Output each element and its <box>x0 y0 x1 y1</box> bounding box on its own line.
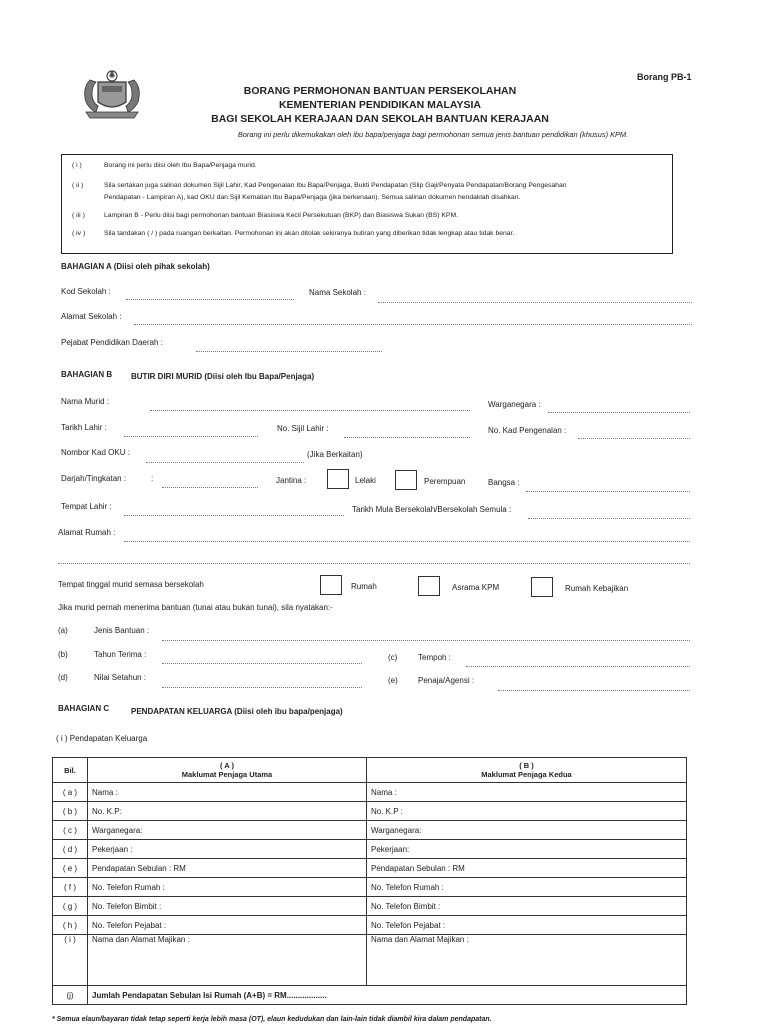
row-bil: ( a ) <box>53 783 88 802</box>
row-bil: ( h ) <box>53 916 88 935</box>
cell-a[interactable]: No. Telefon Pejabat : <box>88 916 367 935</box>
table-row-employer <box>53 935 687 986</box>
col-b-header <box>367 758 687 783</box>
title-line-1: BORANG PERMOHONAN BANTUAN PERSEKOLAHAN <box>243 85 517 97</box>
cell-a[interactable]: No. K.P: <box>88 802 367 821</box>
cell-b[interactable]: Nama dan Alamat Majikan : <box>367 935 687 986</box>
cell-b[interactable]: No. Telefon Rumah : <box>367 878 687 897</box>
section-b-heading-right: BUTIR DIRI MURID (Diisi oleh Ibu Bapa/Penjaga) <box>131 372 315 381</box>
warganegara-label: Warganegara : <box>488 400 541 409</box>
nilai-setahun-label: Nilai Setahun : <box>94 673 147 682</box>
alamat-rumah-label: Alamat Rumah : <box>58 528 116 537</box>
cell-b[interactable]: Warganegara: <box>367 821 687 840</box>
row-bil: ( g ) <box>53 897 88 916</box>
coat-of-arms-emblem <box>72 66 152 120</box>
ppd-label: Pejabat Pendidikan Daerah : <box>61 338 163 347</box>
item-c-label: (c) <box>388 653 398 662</box>
section-c-heading-right: PENDAPATAN KELUARGA (Diisi oleh ibu bapa/penjaga) <box>131 707 343 716</box>
cell-b[interactable]: No. Telefon Bimbit : <box>367 897 687 916</box>
nama-murid-label: Nama Murid : <box>61 397 110 406</box>
tempat-lahir-label: Tempat Lahir : <box>61 502 112 511</box>
jika-berkaitan-note: (Jika Berkaitan) <box>307 450 363 459</box>
tempoh-field[interactable] <box>466 666 690 667</box>
instruction-num: ( iii ) <box>72 212 85 219</box>
row-bil: ( c ) <box>53 821 88 840</box>
row-bil: ( f ) <box>53 878 88 897</box>
cell-b[interactable]: No. Telefon Pejabat : <box>367 916 687 935</box>
cell-a[interactable]: Nama : <box>88 783 367 802</box>
total-bil: (j) <box>53 986 88 1005</box>
section-b-heading-left: BAHAGIAN B <box>61 370 113 379</box>
cell-b[interactable]: No. K.P : <box>367 802 687 821</box>
jenis-bantuan-label: Jenis Bantuan : <box>94 626 150 635</box>
lelaki-label: Lelaki <box>355 476 376 485</box>
footnote: * Semua elaun/bayaran tidak tetap seperti kerja lebih masa (OT), elaun kedudukan dan lain-lain tidak diambil kira dalam pendapatan. <box>52 1016 492 1023</box>
pendapatan-keluarga-sub: ( i ) Pendapatan Keluarga <box>56 734 148 743</box>
table-total-row <box>53 986 687 1005</box>
alamat-sekolah-field[interactable] <box>134 324 692 325</box>
darjah-label: Darjah/Tingkatan : <box>61 474 127 483</box>
cell-b[interactable]: Pekerjaan: <box>367 840 687 859</box>
cell-a[interactable]: No. Telefon Bimbit : <box>88 897 367 916</box>
instruction-text: Sila sertakan juga salinan dokumen Sijil Lahir, Kad Pengenalan Ibu Bapa/Penjaga, Bukti Pendapatan (Slip Gaji/Penyata Pendapatan/Borang Pengesahan <box>104 182 567 189</box>
tahun-terima-label: Tahun Terima : <box>94 650 147 659</box>
asrama-label: Asrama KPM <box>452 583 500 592</box>
darjah-field[interactable] <box>162 487 258 488</box>
table-row <box>53 878 687 897</box>
penaja-field[interactable] <box>498 690 690 691</box>
col-bil: Bil. <box>53 758 88 783</box>
rumah-kebajikan-checkbox[interactable] <box>531 577 553 597</box>
cell-b[interactable]: Nama : <box>367 783 687 802</box>
nama-sekolah-label: Nama Sekolah : <box>309 288 366 297</box>
col-b-code: ( B ) <box>519 761 534 770</box>
tarikh-mula-field[interactable] <box>528 518 690 519</box>
table-row <box>53 821 687 840</box>
tarikh-lahir-field[interactable] <box>124 436 258 437</box>
table-row <box>53 783 687 802</box>
bangsa-field[interactable] <box>526 491 690 492</box>
asrama-checkbox[interactable] <box>418 576 440 596</box>
tarikh-mula-label: Tarikh Mula Bersekolah/Bersekolah Semula : <box>352 505 512 514</box>
ppd-field[interactable] <box>196 351 382 352</box>
alamat-sekolah-label: Alamat Sekolah : <box>61 312 122 321</box>
nilai-setahun-field[interactable] <box>162 687 362 688</box>
income-table <box>52 757 687 1005</box>
rumah-checkbox[interactable] <box>320 575 342 595</box>
no-kp-field[interactable] <box>578 438 690 439</box>
col-a-header <box>88 758 367 783</box>
no-sijil-lahir-field[interactable] <box>344 437 470 438</box>
cell-b[interactable]: Pendapatan Sebulan : RM <box>367 859 687 878</box>
title-line-2: KEMENTERIAN PENDIDIKAN MALAYSIA <box>278 99 482 111</box>
kod-sekolah-label: Kod Sekolah : <box>61 287 111 296</box>
cell-a[interactable]: Pekerjaan : <box>88 840 367 859</box>
table-header-row <box>53 758 687 783</box>
form-code: Borang PB-1 <box>637 72 692 82</box>
instructions-box <box>61 154 673 254</box>
section-a-heading: BAHAGIAN A (Diisi oleh pihak sekolah) <box>61 262 210 271</box>
kod-sekolah-field[interactable] <box>126 299 294 300</box>
item-a-label: (a) <box>58 626 68 635</box>
no-kp-label: No. Kad Pengenalan : <box>488 426 567 435</box>
darjah-colon: : <box>151 474 154 483</box>
jantina-label: Jantina : <box>276 476 307 485</box>
title-line-3: BAGI SEKOLAH KERAJAAN DAN SEKOLAH BANTUAN KERAJAAN <box>211 113 549 125</box>
col-a-title: Maklumat Penjaga Utama <box>181 770 273 779</box>
item-b-label: (b) <box>58 650 68 659</box>
rumah-kebajikan-label: Rumah Kebajikan <box>565 584 629 593</box>
row-bil: ( d ) <box>53 840 88 859</box>
cell-a[interactable]: Pendapatan Sebulan : RM <box>88 859 367 878</box>
table-row <box>53 840 687 859</box>
row-bil: ( b ) <box>53 802 88 821</box>
cell-a[interactable]: No. Telefon Rumah : <box>88 878 367 897</box>
alamat-rumah-field-2[interactable] <box>58 563 690 564</box>
table-row <box>53 916 687 935</box>
cell-a[interactable]: Warganegara: <box>88 821 367 840</box>
instruction-text: Borang ini perlu diisi oleh Ibu Bapa/Penjaga murid. <box>104 162 257 169</box>
perempuan-checkbox[interactable] <box>395 470 417 490</box>
instruction-text: Sila tandakan ( / ) pada ruangan berkaitan. Permohonan ini akan ditolak sekiranya butiran yang diberikan tidak lengkap atau tidak benar. <box>104 230 515 237</box>
instruction-text-cont: Pendapatan - Lampiran A), kad OKU dan Sijil Kematian Ibu Bapa/Penjaga (jika berkenaan). Semua salinan dokumen hendaklah disahkan. <box>104 194 521 201</box>
table-row <box>53 802 687 821</box>
table-row <box>53 897 687 916</box>
tempoh-label: Tempoh : <box>418 653 451 662</box>
item-d-label: (d) <box>58 673 68 682</box>
bangsa-label: Bangsa : <box>488 478 520 487</box>
tarikh-lahir-label: Tarikh Lahir : <box>61 423 107 432</box>
penaja-label: Penaja/Agensi : <box>418 676 475 685</box>
warganegara-field[interactable] <box>548 412 690 413</box>
tempat-tinggal-label: Tempat tinggal murid semasa bersekolah <box>58 580 204 589</box>
row-bil: ( e ) <box>53 859 88 878</box>
row-bil: ( i ) <box>53 935 88 986</box>
instruction-num: ( iv ) <box>72 230 86 237</box>
total-income[interactable]: Jumlah Pendapatan Sebulan Isi Rumah (A+B) = RM.................. <box>88 986 687 1005</box>
jenis-bantuan-field[interactable] <box>162 640 690 641</box>
col-b-title: Maklumat Penjaga Kedua <box>481 770 572 779</box>
nama-murid-field[interactable] <box>150 410 470 411</box>
subtitle: Borang ini perlu dikemukakan oleh ibu bapa/penjaga bagi permohonan semua jenis bantuan pendidikan (khusus) KPM. <box>237 130 629 139</box>
oku-field[interactable] <box>146 462 304 463</box>
instruction-num: ( ii ) <box>72 182 84 189</box>
lelaki-checkbox[interactable] <box>327 469 349 489</box>
nama-sekolah-field[interactable] <box>378 302 692 303</box>
perempuan-label: Perempuan <box>424 477 466 486</box>
cell-a[interactable]: Nama dan Alamat Majikan : <box>88 935 367 986</box>
instruction-num: ( i ) <box>72 162 82 169</box>
instruction-text: Lampiran B - Perlu diisi bagi permohonan bantuan Biasiswa Kecil Persekutuan (BKP) dan Biasiswa Sukan (BS) KPM. <box>104 212 458 219</box>
alamat-rumah-field-1[interactable] <box>124 541 690 542</box>
pernah-terima-label: Jika murid pernah menerima bantuan (tunai atau bukan tunai), sila nyatakan:- <box>58 603 333 612</box>
section-c-heading-left: BAHAGIAN C <box>58 704 110 713</box>
item-e-label: (e) <box>388 676 398 685</box>
tempat-lahir-field[interactable] <box>124 515 344 516</box>
rumah-label: Rumah <box>351 582 377 591</box>
col-a-code: ( A ) <box>219 761 235 770</box>
no-sijil-lahir-label: No. Sijil Lahir : <box>277 424 329 433</box>
tahun-terima-field[interactable] <box>162 663 362 664</box>
oku-label: Nombor Kad OKU : <box>61 448 130 457</box>
table-row <box>53 859 687 878</box>
